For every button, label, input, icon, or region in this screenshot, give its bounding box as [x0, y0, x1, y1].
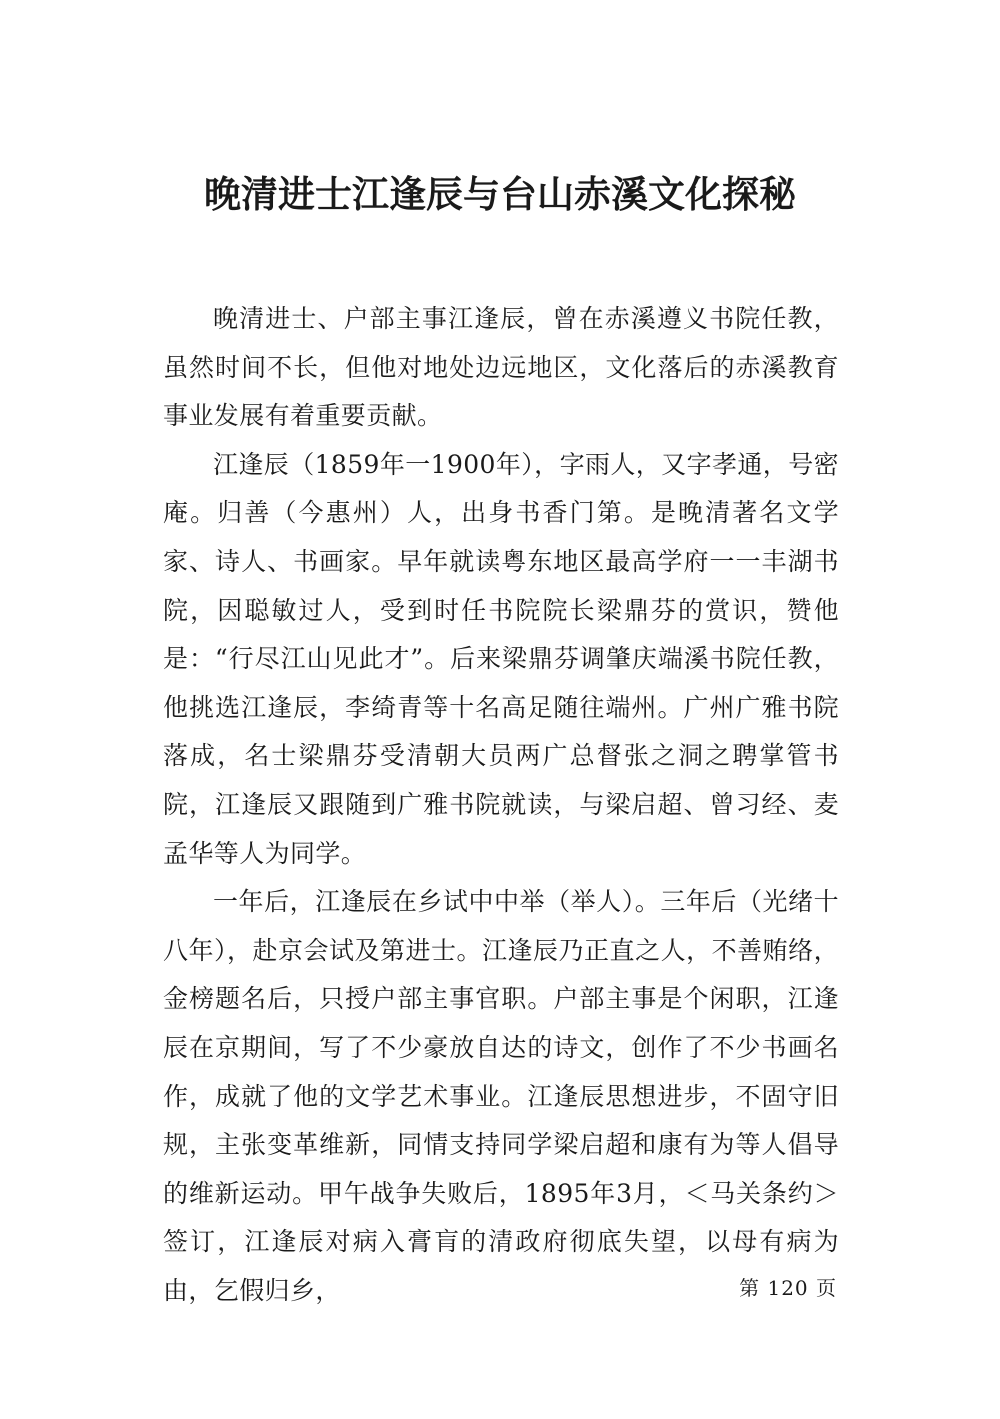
paragraph-2: 江逢辰（1859年一1900年），字雨人，又字孝通，号密庵。归善（今惠州）人，出身书香门第。是晚清著名文学家、诗人、书画家。早年就读粤东地区最高学府一一丰湖书院，因聪敏过人，受到时任书院院长梁鼎芬的赏识，赞他是：“行尽江山见此才”。后来梁鼎芬调肇庆端溪书院任教，他挑选江逢辰，李绮青等十名高足随往端州。广州广雅书院落成，名士梁鼎芬受清朝大员两广总督张之洞之聘掌管书院，江逢辰又跟随到广雅书院就读，与梁启超、曾习经、麦孟华等人为同学。 [163, 449, 839, 868]
article-body [163, 295, 839, 1315]
paragraph-3: 一年后，江逢辰在乡试中中举（举人）。三年后（光绪十八年），赴京会试及第进士。江逢辰乃正直之人，不善贿络，金榜题名后，只授户部主事官职。户部主事是个闲职，江逢辰在京期间，写了不少豪放自达的诗文，创作了不少书画名作，成就了他的文学艺术事业。江逢辰思想进步，不固守旧规，主张变革维新，同情支持同学梁启超和康有为等人倡导的维新运动。甲午战争失败后，1895年3月，＜马关条约＞签订，江逢辰对病入膏肓的清政府彻底失望，以母有病为由，乞假归乡， [163, 887, 839, 1305]
paragraph-1: 晚清进士、户部主事江逢辰，曾在赤溪遵义书院任教，虽然时间不长，但他对地处边远地区，文化落后的赤溪教育事业发展有着重要贡献。 [163, 304, 839, 431]
page-title: 晚清进士江逢辰与台山赤溪文化探秘 [204, 173, 796, 216]
page-number: 第 120 页 [739, 1276, 837, 1300]
